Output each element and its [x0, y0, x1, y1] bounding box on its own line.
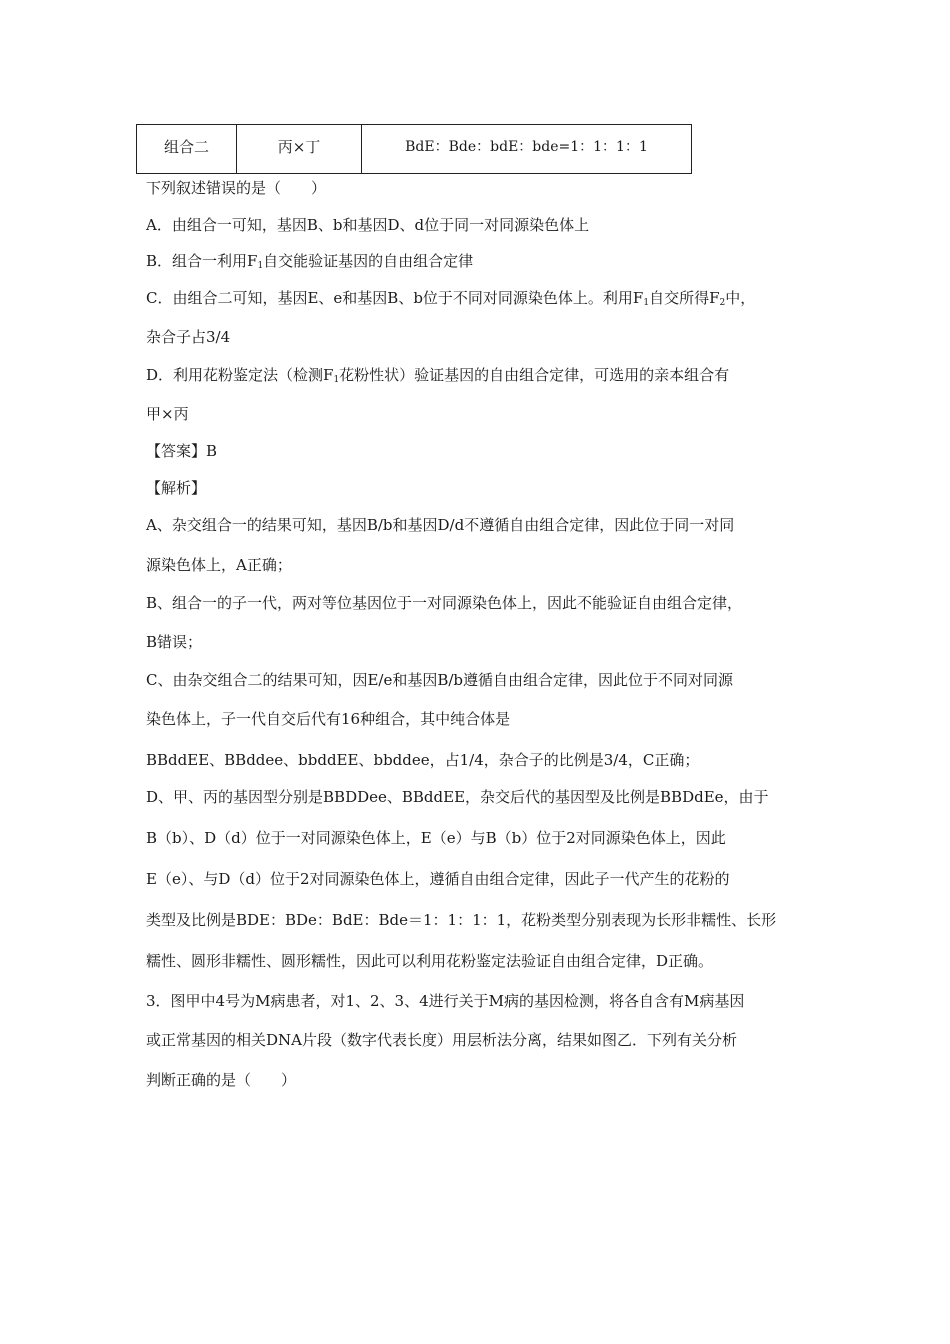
analysis-line: B（b）、D（d）位于一对同源染色体上，E（e）与B（b）位于2对同源染色体上，因此 [146, 829, 726, 847]
analysis-line: A、杂交组合一的结果可知，基因B/b和基因D/d不遵循自由组合定律，因此位于同一对同 [146, 516, 735, 534]
next-question-line: 判断正确的是（ ） [146, 1071, 297, 1089]
analysis-line: B、组合一的子一代，两对等位基因位于一对同源染色体上，因此不能验证自由组合定律， [146, 594, 743, 612]
option-a: A．由组合一可知，基因B、b和基因D、d位于同一对同源染色体上 [146, 216, 590, 234]
analysis-line: 染色体上，子一代自交后代有16种组合，其中纯合体是 [146, 710, 511, 728]
analysis-line: 糯性、圆形非糯性、圆形糯性，因此可以利用花粉鉴定法验证自由组合定律，D正确。 [146, 952, 714, 970]
analysis-line: 类型及比例是BDE：BDe：BdE：Bde＝1：1：1：1，花粉类型分别表现为长形非糯性、长形 [146, 911, 777, 929]
option-d: D．利用花粉鉴定法（检测$F_1$花粉性状）验证基因的自由组合定律，可选用的亲本组合有 [146, 366, 730, 385]
next-question-line: 3．图甲中4号为M病患者，对1、2、3、4进行关于M病的基因检测，将各自含有M病基因 [146, 992, 745, 1010]
analysis-line: BBddEE、BBddee、bbddEE、bbddee，占1/4，杂合子的比例是3/4，C正确； [146, 751, 700, 769]
analysis-line: 源染色体上，A正确； [146, 556, 292, 574]
genotype-table [136, 124, 692, 174]
option-d-line2: 甲×丙 [146, 405, 189, 423]
table-cell-result: BdE：Bde：bdE：bde=1：1：1：1 [405, 139, 648, 155]
next-question-line: 或正常基因的相关DNA片段（数字代表长度）用层析法分离，结果如图乙．下列有关分析 [146, 1031, 737, 1049]
option-c-line2: 杂合子占3/4 [146, 328, 231, 346]
table-cell-group: 组合二 [137, 125, 237, 173]
analysis-title: 【解析】 [146, 479, 207, 497]
question-stem: 下列叙述错误的是（ ） [146, 179, 327, 197]
option-b: B．组合一利用$F_1$自交能验证基因的自由组合定律 [146, 252, 474, 271]
analysis-line: E（e）、与D（d）位于2对同源染色体上，遵循自由组合定律，因此子一代产生的花粉的 [146, 870, 730, 888]
answer: 【答案】B [146, 442, 218, 460]
table-cell-cross: 丙×丁 [237, 125, 362, 173]
analysis-line: C、由杂交组合二的结果可知，因E/e和基因B/b遵循自由组合定律，因此位于不同对同源 [146, 671, 734, 689]
option-c: C．由组合二可知，基因E、e和基因B、b位于不同对同源染色体上。利用$F_1$自交所得$F_2$中， [146, 289, 756, 308]
analysis-line: D、甲、丙的基因型分别是BBDDee、BBddEE，杂交后代的基因型及比例是BBDdEe，由于 [146, 788, 769, 806]
analysis-line: B错误； [146, 633, 203, 651]
